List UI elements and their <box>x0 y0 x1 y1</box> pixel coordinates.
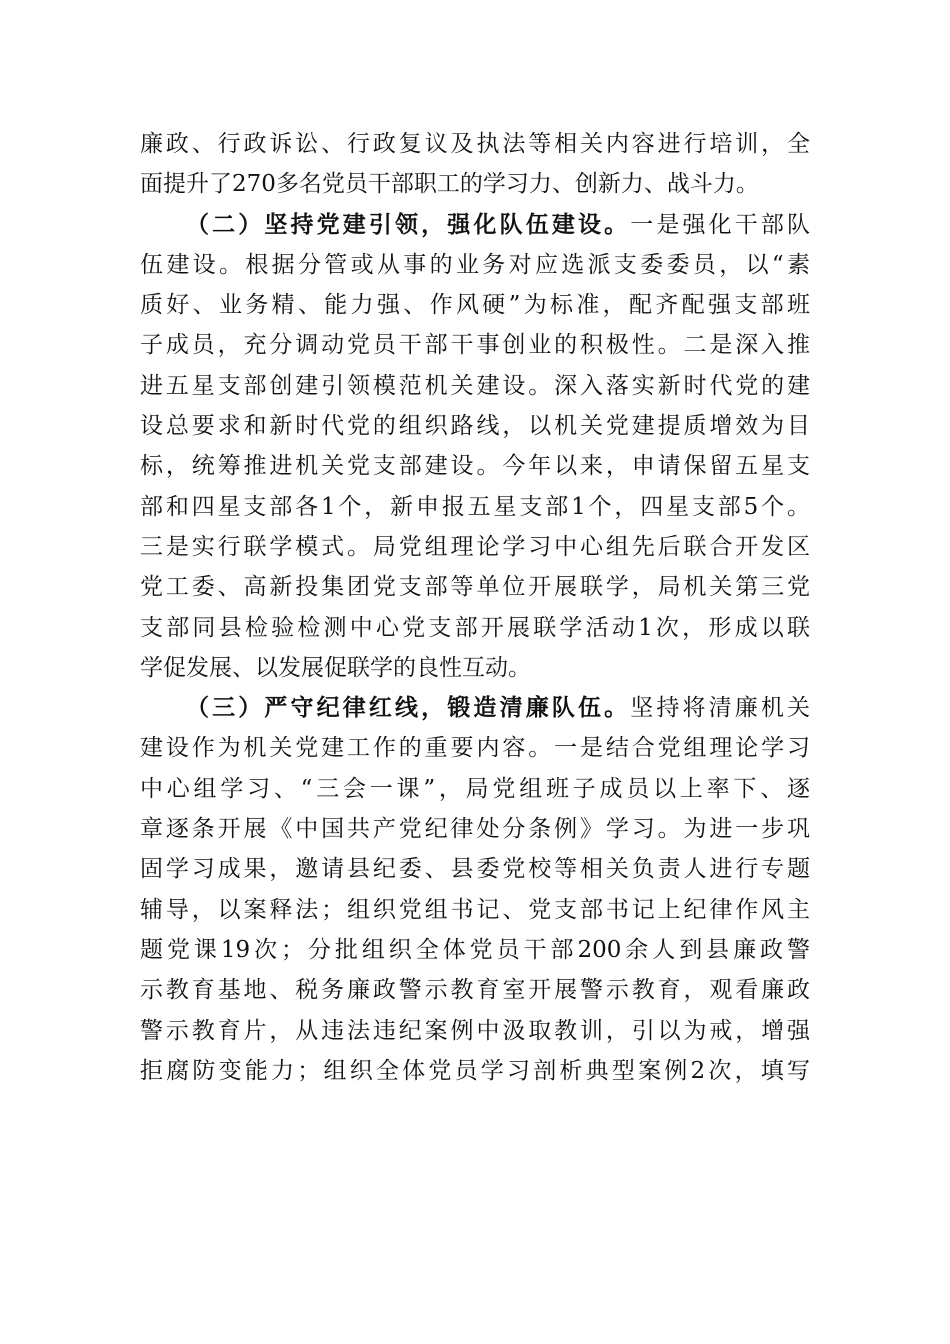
paragraph-line: 拒腐防变能力；组织全体党员学习剖析典型案例2次，填写 <box>140 1057 810 1084</box>
paragraph-first-line <box>140 205 810 245</box>
paragraph-line: 伍建设。根据分管或从事的业务对应选派支委委员，以“素 <box>140 251 810 278</box>
paragraph-line: 示教育基地、税务廉政警示教育室开展警示教育，观看廉政 <box>140 977 810 1004</box>
paragraph-text: 坚持将清廉机关 <box>630 695 811 722</box>
section-heading: （二）坚持党建引领，强化队伍建设。 <box>186 210 631 238</box>
paragraph-line: 支部同县检验检测中心党支部开展联学活动1次，形成以联 <box>140 614 810 641</box>
paragraph-line: 廉政、行政诉讼、行政复议及执法等相关内容进行培训，全 <box>140 131 810 157</box>
paragraph-text: 一是强化干部队 <box>630 211 811 238</box>
paragraph-line: 固学习成果，邀请县纪委、县委党校等相关负责人进行专题 <box>140 856 810 883</box>
paragraph-line: 进五星支部创建引领模范机关建设。深入落实新时代党的建 <box>140 372 810 399</box>
paragraph-line: 党工委、高新投集团党支部等单位开展联学，局机关第三党 <box>140 574 810 601</box>
paragraph-first-line <box>140 688 810 728</box>
paragraph-line: 题党课19次；分批组织全体党员干部200余人到县廉政警 <box>140 936 810 963</box>
document-body <box>140 124 810 1091</box>
paragraph-line: 设总要求和新时代党的组织路线，以机关党建提质增效为目 <box>140 413 810 440</box>
paragraph-line: 标，统筹推进机关党支部建设。今年以来，申请保留五星支 <box>140 453 810 480</box>
paragraph-line: 辅导，以案释法；组织党组书记、党支部书记上纪律作风主 <box>140 896 810 923</box>
paragraph-line: 部和四星支部各1个，新申报五星支部1个，四星支部5个。 <box>140 493 810 520</box>
paragraph-line: 质好、业务精、能力强、作风硬”为标准，配齐配强支部班 <box>140 292 810 319</box>
paragraph-line: 章逐条开展《中国共产党纪律处分条例》学习。为进一步巩 <box>140 816 810 843</box>
paragraph-line: 建设作为机关党建工作的重要内容。一是结合党组理论学习 <box>140 735 810 762</box>
section-heading: （三）严守纪律红线，锻造清廉队伍。 <box>186 694 631 722</box>
paragraph-line: 警示教育片，从违法违纪案例中汲取教训，引以为戒，增强 <box>140 1017 810 1044</box>
paragraph-line: 子成员，充分调动党员干部干事创业的积极性。二是深入推 <box>140 332 810 359</box>
paragraph-line: 中心组学习、“三会一课”，局党组班子成员以上率下、逐 <box>140 775 810 802</box>
paragraph-line: 三是实行联学模式。局党组理论学习中心组先后联合开发区 <box>140 533 810 560</box>
paragraph-line: 学促发展、以发展促联学的良性互动。 <box>140 654 531 681</box>
paragraph-line: 面提升了270多名党员干部职工的学习力、创新力、战斗力。 <box>140 171 759 198</box>
